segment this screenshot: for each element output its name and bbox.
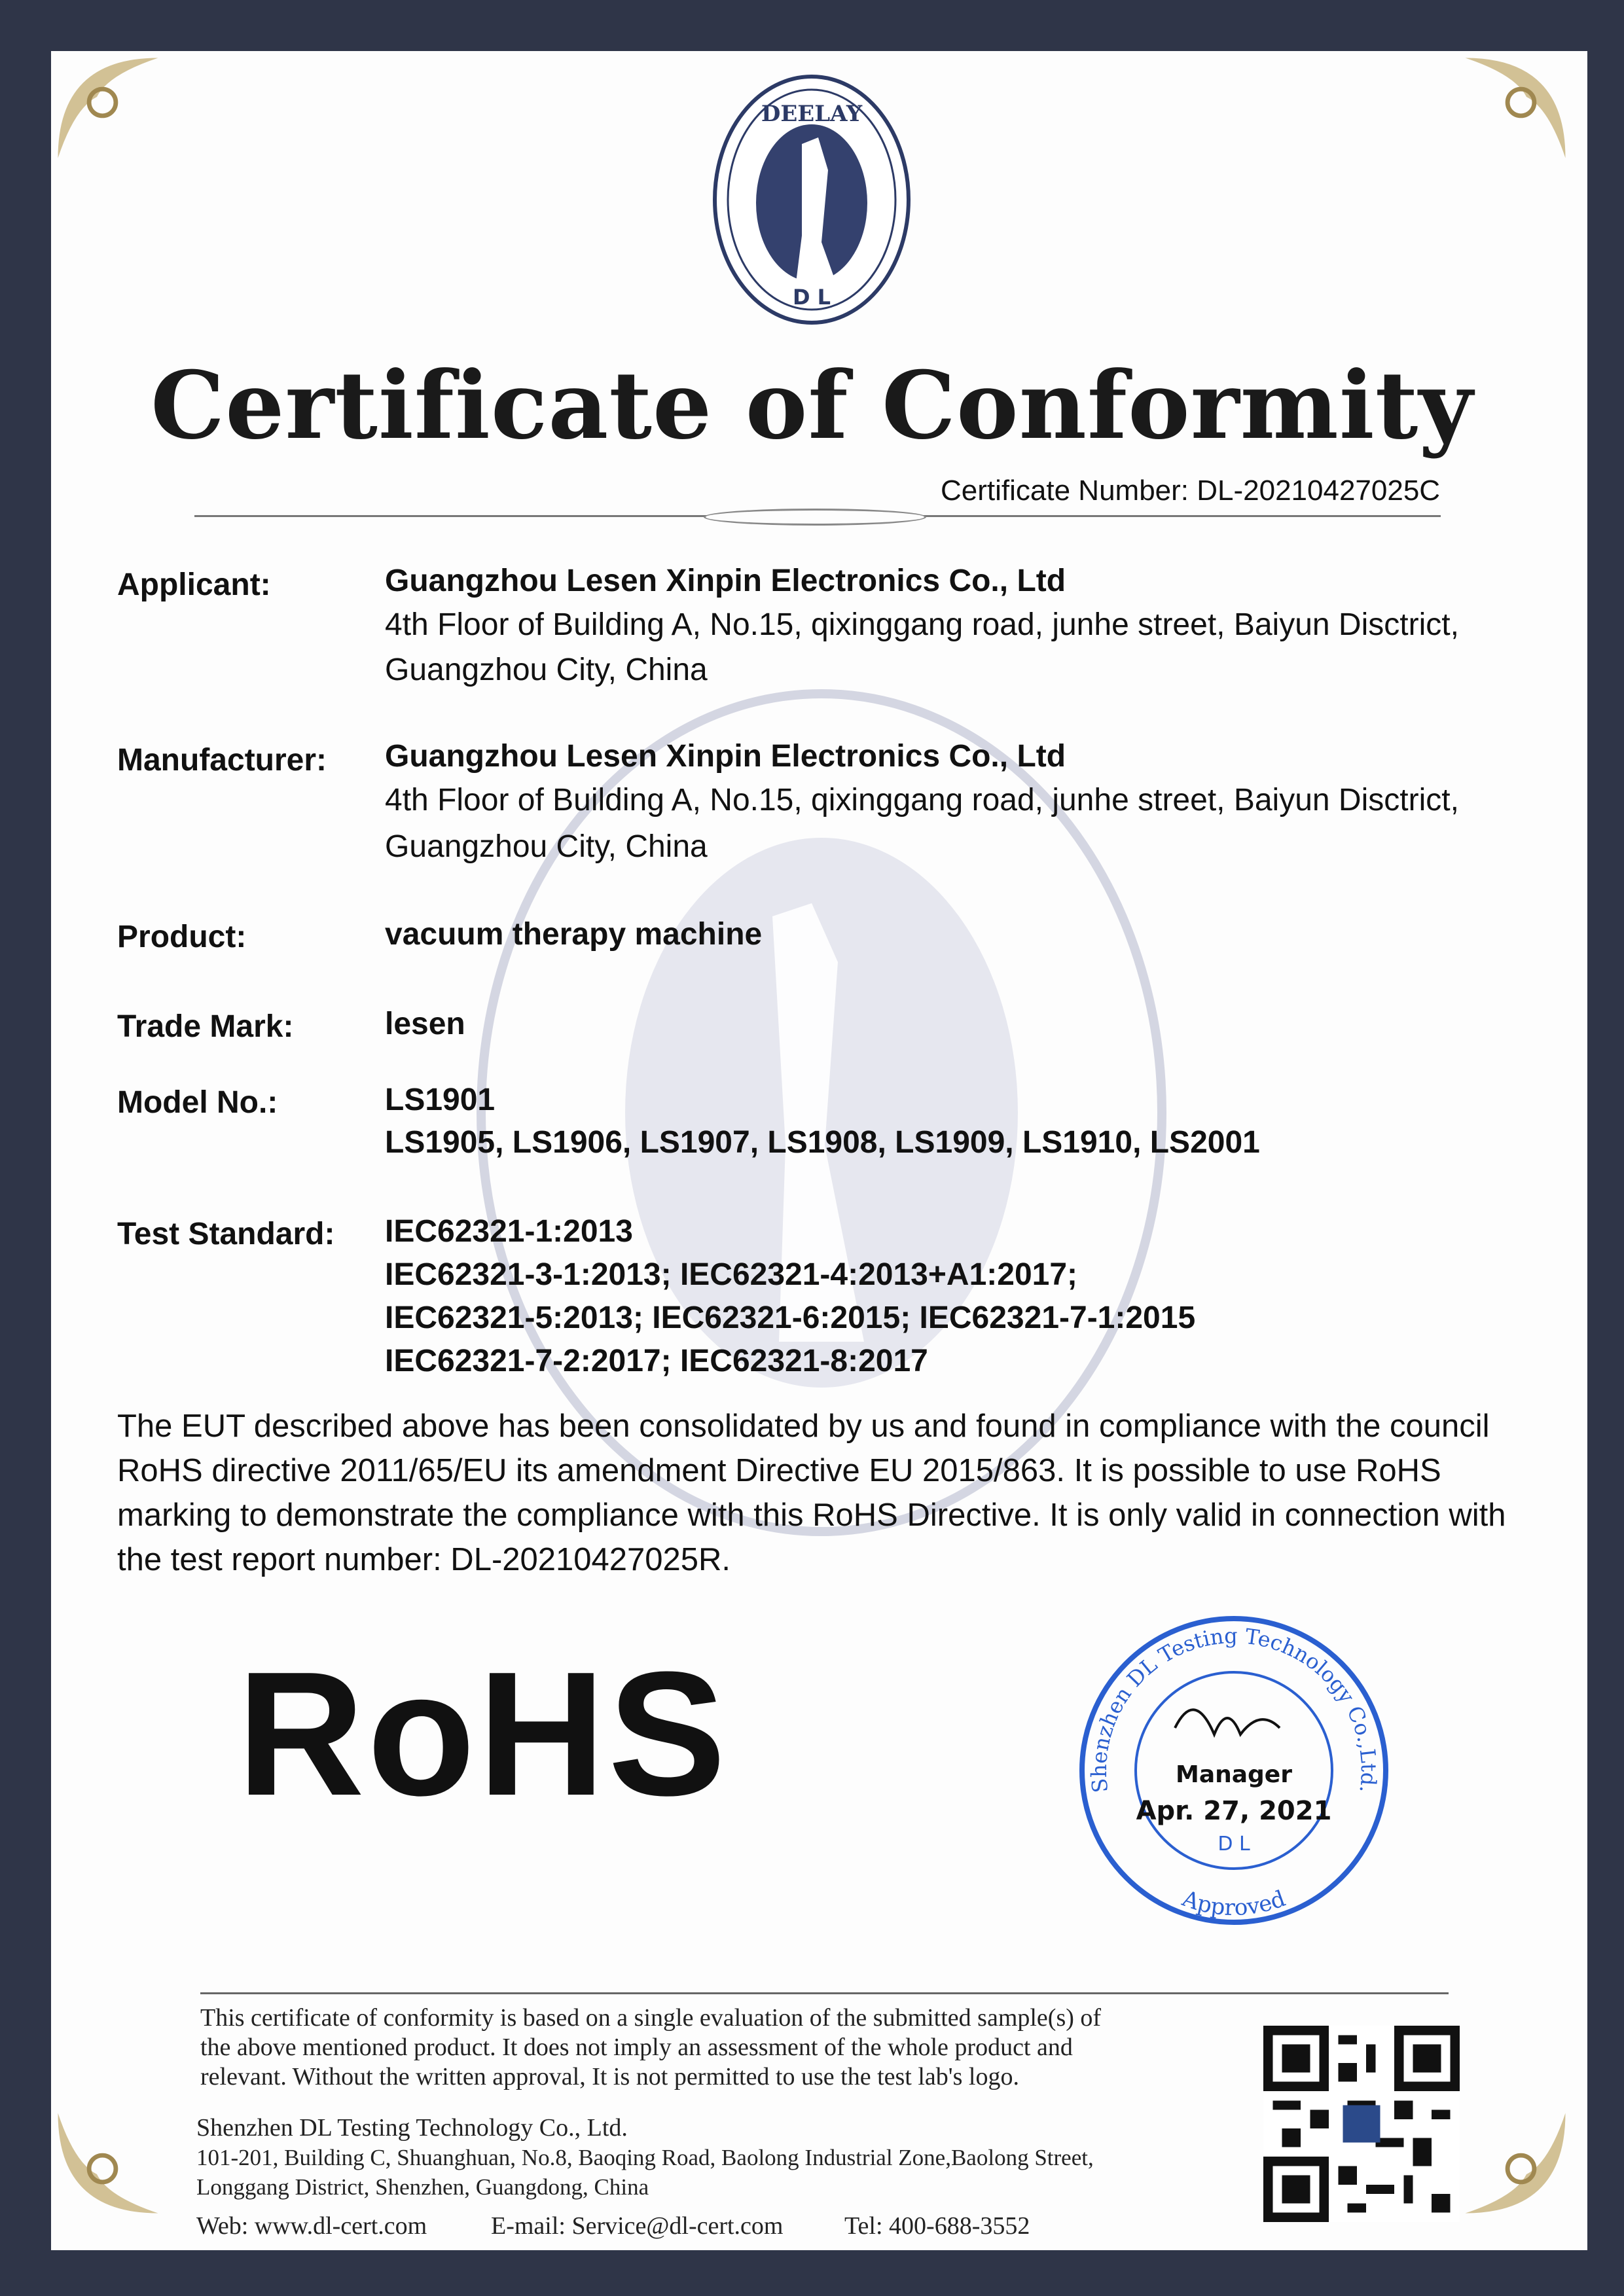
applicant-address-1: 4th Floor of Building A, No.15, qixinggang road, junhe street, Baiyun Disctrict,: [385, 607, 1459, 642]
logo-top-text: DEELAY: [761, 101, 863, 127]
rohs-mark: RoHS: [237, 1636, 729, 1833]
applicant-label: Applicant:: [117, 567, 271, 602]
corner-ornament-icon: [52, 52, 164, 164]
corner-ornament-icon: [1460, 52, 1571, 164]
stamp-date: Apr. 27, 2021: [1136, 1796, 1332, 1826]
corner-ornament-icon: [52, 2108, 164, 2219]
lab-company: Shenzhen DL Testing Technology Co., Ltd.: [196, 2114, 628, 2142]
footer-divider: [200, 1992, 1449, 1994]
model-line: LS1905, LS1906, LS1907, LS1908, LS1909, LS1910, LS2001: [385, 1125, 1260, 1160]
standard-line: IEC62321-5:2013; IEC62321-6:2015; IEC62321-7-1:2015: [385, 1300, 1196, 1335]
manufacturer-address-1: 4th Floor of Building A, No.15, qixinggang road, junhe street, Baiyun Disctrict,: [385, 783, 1459, 817]
model-label: Model No.:: [117, 1085, 278, 1120]
stamp-ring-text: Shenzhen DL Testing Technology Co.,Ltd.: [1086, 1623, 1382, 1795]
logo-bottom-text: D L: [792, 285, 831, 310]
compliance-statement: The EUT described above has been consolidated by us and found in compliance with the council RoHS directive 2011/65/EU its amendment Directive EU 2015/863. It is possible to use RoHS marking to demonstrate the compliance with this RoHS Directive. It is only valid in connection with the test report number: DL-20210427025R.: [117, 1408, 1506, 1577]
model-line: LS1901: [385, 1083, 496, 1117]
product-label: Product:: [117, 920, 247, 954]
certificate-number: Certificate Number: DL-20210427025C: [941, 475, 1441, 507]
qr-code[interactable]: [1263, 2026, 1460, 2222]
lab-address-1: 101-201, Building C, Shuanghuan, No.8, Baoqing Road, Baolong Industrial Zone,Baolong Street,: [196, 2145, 1094, 2170]
applicant-name: Guangzhou Lesen Xinpin Electronics Co., Ltd: [385, 564, 1066, 598]
approval-stamp: [1077, 1613, 1391, 1928]
manufacturer-label: Manufacturer:: [117, 743, 327, 778]
applicant-address-2: Guangzhou City, China: [385, 653, 708, 687]
lab-web: Web: www.dl-cert.com: [196, 2212, 427, 2240]
signature: [1175, 1710, 1280, 1734]
divider-ornament-icon: [704, 509, 926, 526]
stamp-bottom-text: Approved: [1178, 1885, 1290, 1922]
trade-mark-label: Trade Mark:: [117, 1009, 294, 1044]
lab-email: E-mail: Service@dl-cert.com: [491, 2212, 784, 2240]
product-value: vacuum therapy machine: [385, 917, 763, 952]
stamp-inner-text: D L: [1218, 1833, 1250, 1856]
standard-line: IEC62321-7-2:2017; IEC62321-8:2017: [385, 1344, 928, 1378]
lab-tel: Tel: 400-688-3552: [844, 2212, 1030, 2240]
disclaimer-line: This certificate of conformity is based on a single evaluation of the submitted sample(s) of: [200, 2004, 1102, 2032]
standard-line: IEC62321-3-1:2013; IEC62321-4:2013+A1:2017;: [385, 1257, 1078, 1292]
standard-line: IEC62321-1:2013: [385, 1214, 633, 1249]
test-standard-label: Test Standard:: [117, 1217, 335, 1251]
manufacturer-address-2: Guangzhou City, China: [385, 829, 708, 864]
manufacturer-name: Guangzhou Lesen Xinpin Electronics Co., Ltd: [385, 739, 1066, 774]
stamp-role: Manager: [1176, 1761, 1292, 1788]
certificate-title: Certificate of Conformity: [151, 351, 1473, 460]
trade-mark-value: lesen: [385, 1007, 465, 1041]
deelay-logo: [710, 72, 913, 327]
lab-address-2: Longgang District, Shenzhen, Guangdong, China: [196, 2174, 649, 2200]
corner-ornament-icon: [1460, 2108, 1571, 2219]
disclaimer-line: the above mentioned product. It does not imply an assessment of the whole product and: [200, 2034, 1073, 2061]
disclaimer-line: relevant. Without the written approval, It is not permitted to use the test lab's logo.: [200, 2063, 1019, 2090]
